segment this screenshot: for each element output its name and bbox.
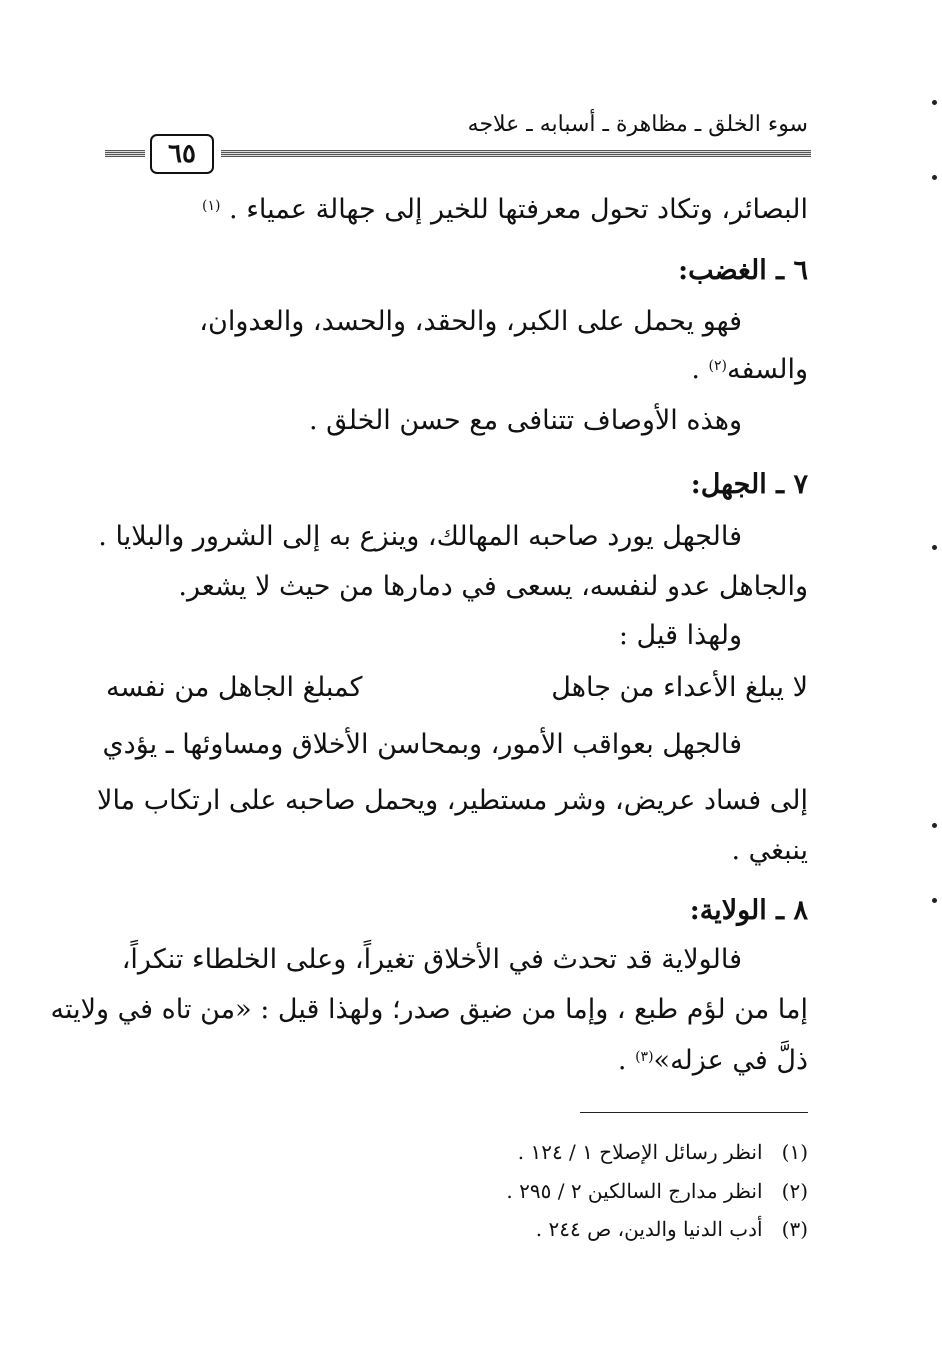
scan-speck	[932, 823, 937, 828]
body-text: والسفه	[727, 354, 808, 385]
body-line: وهذه الأوصاف تتنافى مع حسن الخلق .	[309, 405, 742, 436]
running-title: سوء الخلق ـ مظاهرة ـ أسبابه ـ علاجه	[467, 112, 808, 137]
footnote	[506, 1176, 808, 1206]
footnote-text: أدب الدنيا والدين، ص ٢٤٤ .	[535, 1217, 763, 1241]
section-heading-8: ٨ ـ الولاية:	[689, 895, 808, 926]
body-line: إلى فساد عريض، وشر مستطير، ويحمل صاحبه على ارتكاب مالا	[97, 785, 808, 816]
footnote	[536, 1214, 808, 1244]
scan-speck	[932, 175, 937, 180]
footnote-ref: (٣)	[635, 1049, 654, 1065]
body-line: ولهذا قيل :	[618, 620, 742, 651]
footnote-text: انظر رسائل الإصلاح ١ / ١٢٤ .	[517, 1140, 763, 1164]
body-text: .	[617, 1045, 636, 1076]
footnote	[518, 1137, 808, 1167]
body-text: .	[691, 354, 709, 385]
body-line: ينبغي .	[731, 835, 808, 866]
footnote-text: انظر مدارج السالكين ٢ / ٢٩٥ .	[506, 1179, 763, 1203]
body-line	[618, 1041, 808, 1081]
footnote-ref: (٢)	[708, 358, 727, 374]
body-text: البصائر، وتكاد تحول معرفتها للخير إلى جهالة عمياء .	[229, 194, 808, 225]
footnote-number: (١)	[781, 1140, 808, 1164]
scan-speck	[932, 898, 937, 903]
verse-first-hemistich: لا يبلغ الأعداء من جاهل	[551, 672, 808, 703]
footnote-separator	[580, 1112, 808, 1113]
body-line: إما من لؤم طبع ، وإما من ضيق صدر؛ ولهذا قيل : «من تاه في ولايته	[50, 994, 808, 1025]
body-line: والجاهل عدو لنفسه، يسعى في دمارها من حيث لا يشعر.	[178, 571, 808, 602]
footnote-number: (٣)	[781, 1217, 808, 1241]
scan-speck	[932, 545, 937, 550]
body-line	[691, 350, 808, 390]
body-text: ذلَّ في عزله»	[653, 1045, 808, 1076]
body-line	[202, 190, 808, 230]
body-line: فالجهل يورد صاحبه المهالك، وينزع به إلى الشرور والبلايا .	[98, 521, 742, 552]
body-line: فالجهل بعواقب الأمور، وبمحاسن الأخلاق ومساوئها ـ يؤدي	[102, 729, 742, 760]
scan-speck	[932, 100, 937, 105]
section-heading-6: ٦ ـ الغضب:	[678, 255, 808, 286]
header-rule	[221, 150, 811, 157]
page-number: ٦٥	[150, 134, 214, 174]
body-line: فهو يحمل على الكبر، والحقد، والحسد، والعدوان،	[199, 306, 742, 337]
verse-second-hemistich: كمبلغ الجاهل من نفسه	[106, 672, 363, 703]
footnote-ref: (١)	[201, 198, 221, 214]
section-heading-7: ٧ ـ الجهل:	[690, 469, 808, 500]
footnote-number: (٢)	[781, 1179, 808, 1203]
body-line: فالولاية قد تحدث في الأخلاق تغيراً، وعلى الخلطاء تنكراً،	[121, 944, 742, 975]
header-rule-left	[105, 150, 145, 157]
